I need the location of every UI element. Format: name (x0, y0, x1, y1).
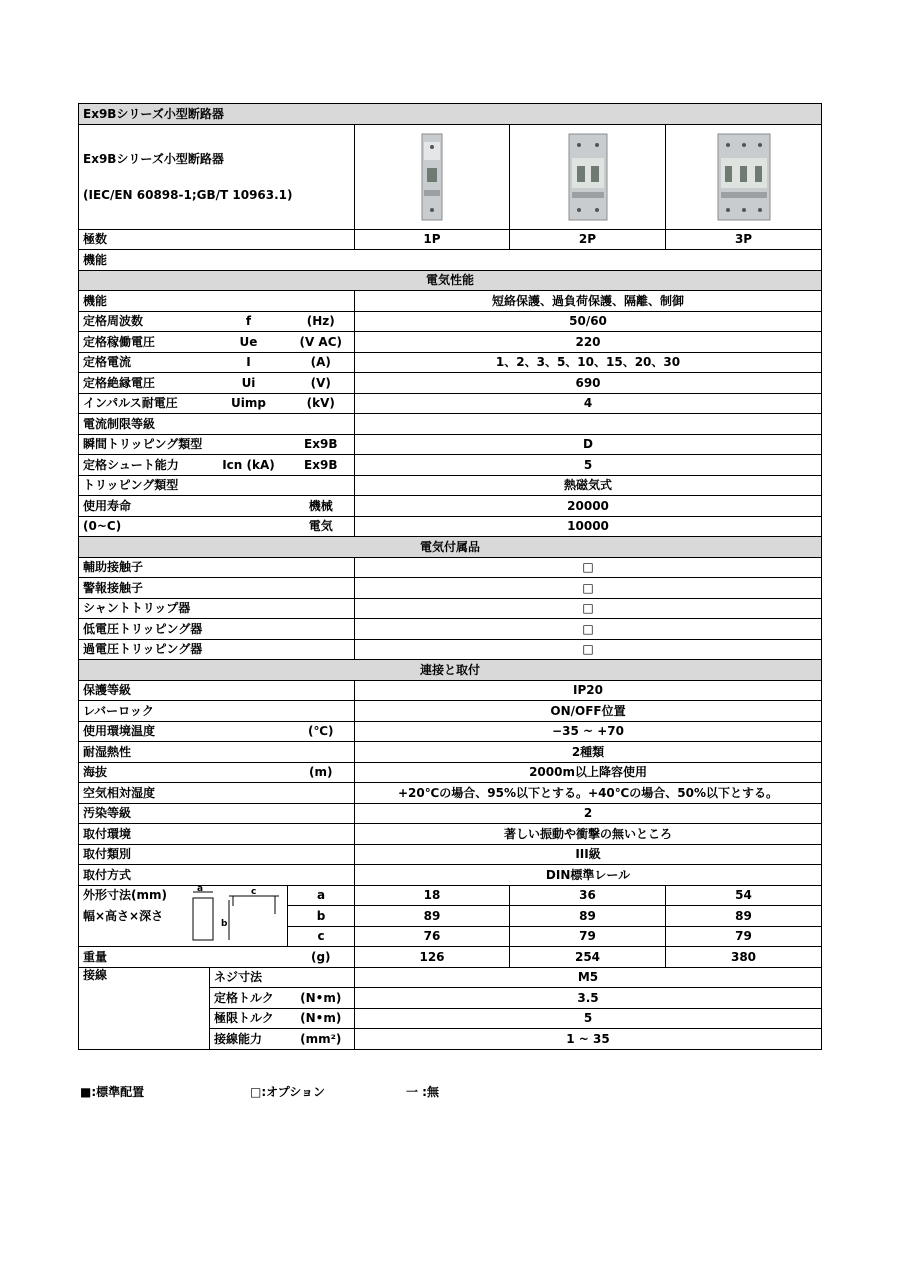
legend-standard: ■:標準配置 (80, 1085, 145, 1099)
dimension-value: 89 (666, 906, 822, 927)
section-row (79, 537, 822, 558)
electrical-row (79, 434, 822, 455)
connection-value: +20℃の場合、95%以下とする。+40℃の場合、50%以下とする。 (355, 783, 822, 804)
connection-row (79, 762, 822, 783)
param-name: インパルス耐電圧 (79, 393, 210, 414)
life-elec-label: 電気 (288, 516, 355, 537)
connection-value: 2 (355, 803, 822, 824)
connection-value: 著しい振動や衝撃の無いところ (355, 824, 822, 845)
param-unit (288, 414, 355, 435)
weight-value: 126 (355, 947, 510, 968)
connection-unit (288, 865, 355, 886)
connection-unit (288, 824, 355, 845)
wiring-unit: (mm²) (288, 1029, 355, 1050)
accessory-row (79, 598, 822, 619)
dimension-row (79, 885, 822, 906)
connection-row (79, 803, 822, 824)
param-unit: Ex9B (288, 455, 355, 476)
connection-row (79, 783, 822, 804)
dimension-value: 89 (510, 906, 666, 927)
legend-none: 一 :無 (406, 1085, 439, 1099)
connection-value: ON/OFF位置 (355, 701, 822, 722)
connection-value: III級 (355, 844, 822, 865)
poles-label: 極数 (79, 229, 355, 250)
dimension-value: 79 (510, 926, 666, 947)
accessory-value: □ (355, 598, 822, 619)
legend-option: □:オプション (250, 1085, 326, 1099)
accessory-name: 低電圧トリッピング器 (79, 619, 355, 640)
weight-value: 254 (510, 947, 666, 968)
connection-name: 取付類別 (79, 844, 288, 865)
weight-row (79, 947, 822, 968)
connection-value: −35 ~ +70 (355, 721, 822, 742)
connection-unit (288, 680, 355, 701)
accessory-value: □ (355, 578, 822, 599)
param-symbol: Ue (210, 332, 288, 353)
param-name: 機能 (79, 291, 210, 312)
param-value: 5 (355, 455, 822, 476)
accessory-name: 警報接触子 (79, 578, 355, 599)
section-row (79, 660, 822, 681)
param-unit: (A) (288, 352, 355, 373)
param-unit (288, 291, 355, 312)
product-name: Ex9Bシリーズ小型断路器 (83, 151, 224, 166)
accessory-value: □ (355, 557, 822, 578)
param-symbol (210, 475, 288, 496)
connection-unit (288, 844, 355, 865)
param-value (355, 414, 822, 435)
section-title: 電気性能 (79, 270, 822, 291)
accessory-value: □ (355, 639, 822, 660)
life-label: 使用寿命 (79, 496, 288, 517)
param-name: トリッピング類型 (79, 475, 210, 496)
connection-unit: (m) (288, 762, 355, 783)
param-value: 220 (355, 332, 822, 353)
connection-value: DIN標準レール (355, 865, 822, 886)
param-symbol: I (210, 352, 288, 373)
connection-unit (288, 742, 355, 763)
connection-value: 2000m以上降容使用 (355, 762, 822, 783)
param-name: 定格シュート能力 (79, 455, 210, 476)
function-row (79, 250, 822, 271)
function-label: 機能 (79, 250, 822, 271)
param-value: 1、2、3、5、10、15、20、30 (355, 352, 822, 373)
connection-row (79, 865, 822, 886)
accessory-row (79, 557, 822, 578)
header-row (79, 104, 822, 125)
param-unit: (kV) (288, 393, 355, 414)
param-name: 定格電流 (79, 352, 210, 373)
section-electrical (79, 270, 822, 291)
connection-name: 耐湿熱性 (79, 742, 288, 763)
param-value: 690 (355, 373, 822, 394)
wiring-sub: 極限トルク (210, 1008, 288, 1029)
life-row (79, 496, 822, 517)
param-name: 瞬間トリッピング類型 (79, 434, 210, 455)
product-standard: (IEC/EN 60898-1;GB/T 10963.1) (83, 187, 293, 202)
poles-row (79, 229, 822, 250)
connection-unit (288, 701, 355, 722)
table-header: Ex9Bシリーズ小型断路器 (79, 104, 822, 125)
wiring-unit: (N•m) (288, 1008, 355, 1029)
connection-row (79, 844, 822, 865)
connection-row (79, 680, 822, 701)
param-symbol: Ui (210, 373, 288, 394)
param-symbol: Icn (kA) (210, 455, 288, 476)
weight-unit: (g) (288, 947, 355, 968)
param-value: 熱磁気式 (355, 475, 822, 496)
param-symbol: f (210, 311, 288, 332)
accessory-name: シャントトリップ器 (79, 598, 355, 619)
dimension-label: 外形寸法(mm) (83, 887, 167, 902)
dimension-key: b (288, 906, 355, 927)
dimension-value: 54 (666, 885, 822, 906)
electrical-row (79, 475, 822, 496)
life-mech-value: 20000 (355, 496, 822, 517)
connection-unit: (℃) (288, 721, 355, 742)
connection-row (79, 824, 822, 845)
product-row (79, 124, 822, 229)
wiring-sub: ネジ寸法 (210, 967, 288, 988)
dimension-value: 79 (666, 926, 822, 947)
connection-value: 2種類 (355, 742, 822, 763)
dimension-key: c (288, 926, 355, 947)
poles-2p: 2P (510, 229, 666, 250)
dimension-value: 76 (355, 926, 510, 947)
param-value: 4 (355, 393, 822, 414)
breaker-2p-icon (567, 132, 609, 222)
dimension-sublabel: 幅×高さ×深さ (83, 908, 164, 923)
param-name: 定格周波数 (79, 311, 210, 332)
breaker-3p-icon (716, 132, 772, 222)
electrical-row (79, 291, 822, 312)
param-unit: Ex9B (288, 434, 355, 455)
dimension-value: 18 (355, 885, 510, 906)
connection-name: 空気相対湿度 (79, 783, 288, 804)
connection-name: 使用環境温度 (79, 721, 288, 742)
accessory-row (79, 578, 822, 599)
electrical-row (79, 311, 822, 332)
section-title: 電気付属品 (79, 537, 822, 558)
life-sub: (0~C) (79, 516, 288, 537)
poles-1p: 1P (355, 229, 510, 250)
wiring-sub: 接線能力 (210, 1029, 288, 1050)
wiring-unit (288, 967, 355, 988)
connection-name: 取付方式 (79, 865, 288, 886)
poles-3p: 3P (666, 229, 822, 250)
accessory-row (79, 639, 822, 660)
connection-row (79, 721, 822, 742)
param-symbol (210, 291, 288, 312)
connection-row (79, 701, 822, 722)
connection-name: レバーロック (79, 701, 288, 722)
life-elec-value: 10000 (355, 516, 822, 537)
accessory-name: 輔助接触子 (79, 557, 355, 578)
accessory-value: □ (355, 619, 822, 640)
wiring-value: M5 (355, 967, 822, 988)
dimension-value: 36 (510, 885, 666, 906)
diagram-label-a: a (197, 885, 204, 894)
electrical-row (79, 332, 822, 353)
connection-unit (288, 783, 355, 804)
param-unit: (Hz) (288, 311, 355, 332)
spec-table (78, 103, 822, 1050)
diagram-label-c: c (251, 886, 257, 897)
param-symbol (210, 434, 288, 455)
wiring-unit: (N•m) (288, 988, 355, 1009)
param-unit: (V AC) (288, 332, 355, 353)
wiring-row (79, 967, 822, 988)
weight-label: 重量 (79, 947, 288, 968)
wiring-sub: 定格トルク (210, 988, 288, 1009)
electrical-row (79, 455, 822, 476)
connection-name: 海抜 (79, 762, 288, 783)
diagram-label-b: b (221, 918, 228, 929)
life-row (79, 516, 822, 537)
connection-name: 汚染等級 (79, 803, 288, 824)
param-unit: (V) (288, 373, 355, 394)
param-value: 50/60 (355, 311, 822, 332)
connection-value: IP20 (355, 680, 822, 701)
connection-row (79, 742, 822, 763)
param-value: 短絡保護、過負荷保護、隔離、制御 (355, 291, 822, 312)
param-symbol: Uimp (210, 393, 288, 414)
wiring-value: 5 (355, 1008, 822, 1029)
dimension-label-cell (79, 885, 288, 947)
breaker-1p-icon (420, 132, 444, 222)
param-name: 定格絶縁電圧 (79, 373, 210, 394)
life-mech-label: 機械 (288, 496, 355, 517)
param-unit (288, 475, 355, 496)
param-name: 電流制限等級 (79, 414, 210, 435)
dimension-value: 89 (355, 906, 510, 927)
wiring-label: 接線 (79, 967, 210, 1049)
electrical-row (79, 352, 822, 373)
electrical-row (79, 393, 822, 414)
wiring-value: 1 ~ 35 (355, 1029, 822, 1050)
connection-name: 保護等級 (79, 680, 288, 701)
param-value: D (355, 434, 822, 455)
param-symbol (210, 414, 288, 435)
electrical-row (79, 373, 822, 394)
dimension-key: a (288, 885, 355, 906)
connection-name: 取付環境 (79, 824, 288, 845)
weight-value: 380 (666, 947, 822, 968)
dimension-diagram-icon (187, 886, 287, 946)
connection-unit (288, 803, 355, 824)
accessory-name: 過電圧トリッピング器 (79, 639, 355, 660)
section-title: 連接と取付 (79, 660, 822, 681)
wiring-value: 3.5 (355, 988, 822, 1009)
param-name: 定格稼働電圧 (79, 332, 210, 353)
accessory-row (79, 619, 822, 640)
electrical-row (79, 414, 822, 435)
